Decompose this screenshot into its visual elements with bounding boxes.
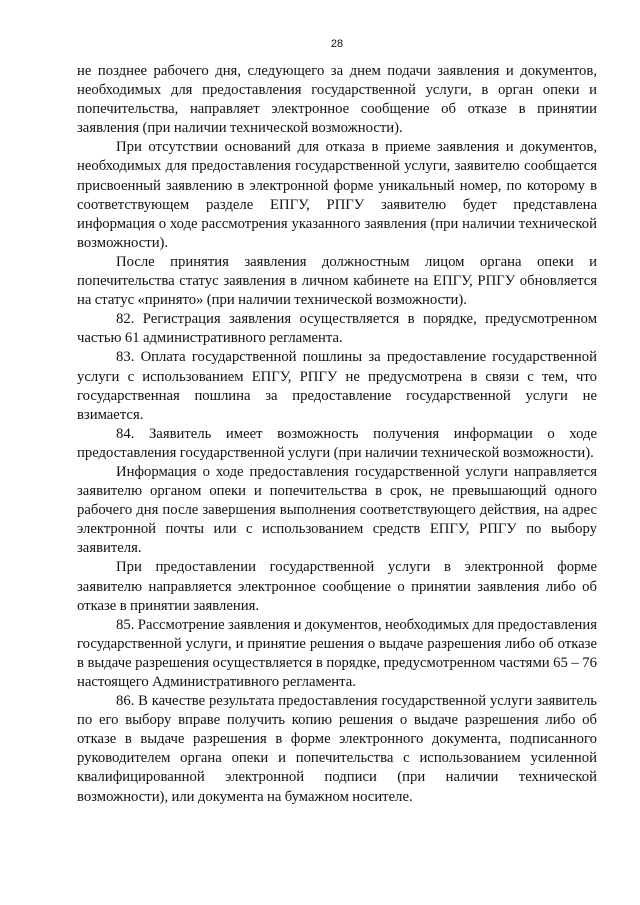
paragraph-progress-info: Информация о ходе предоставления государственной услуги направляется заявителю органом опеки и попечительства в срок, не превышающий одного рабочего дня после завершения выполнения соответствующего действия, на адрес электронной почты или с использованием средств ЕПГУ, РПГУ по выбору заявителя. [77,463,597,557]
paragraph-82: 82. Регистрация заявления осуществляется в порядке, предусмотренном частью 61 административного регламента. [77,311,597,347]
paragraph-83: 83. Оплата государственной пошлины за предоставление государственной услуги с использованием ЕПГУ, РПГУ не предусмотрена в связи с тем, что государственная пошлина за предоставление государственной услуги не взимается. [77,349,597,423]
paragraph-electronic-message: При предоставлении государственной услуги в электронной форме заявителю направляется электронное сообщение о принятии заявления либо об отказе в принятии заявления. [77,559,597,614]
paragraph-unique-number: При отсутствии оснований для отказа в приеме заявления и документов, необходимых для предоставления государственной услуги, заявителю сообщается присвоенный заявлению в электронной форме уникальный номер, по которому в соответствующем разделе ЕПГУ, РПГУ заявителю будет представлена информация о ходе рассмотрения указанного заявления (при наличии технической возможности). [77,139,597,251]
paragraph-status-accepted: После принятия заявления должностным лицом органа опеки и попечительства статус заявления в личном кабинете на ЕПГУ, РПГУ обновляется на статус «принято» (при наличии технической возможности). [77,253,597,309]
paragraph-85: 85. Рассмотрение заявления и документов, необходимых для предоставления государственной услуги, и принятие решения о выдаче разрешения либо об отказе в выдаче разрешения осуществляется в порядке, предусмотренном частями 65 – 76 настоящего Административного регламента. [77,616,597,690]
paragraph-continuation: не позднее рабочего дня, следующего за днем подачи заявления и документов, необходимых для предоставления государственной услуги, в орган опеки и попечительства, направляет электронное сообщение об отказе в принятии заявления (при наличии технической возможности). [77,63,597,137]
page-number: 28 [330,38,344,50]
document-page [77,36,597,807]
paragraph-84: 84. Заявитель имеет возможность получения информации о ходе предоставления государственной услуги (при наличии технической возможности). [77,425,597,461]
paragraph-86: 86. В качестве результата предоставления государственной услуги заявитель по его выбору вправе получить копию решения о выдаче разрешения либо об отказе в выдаче разрешения в форме электронного документа, подписанного руководителем органа опеки и попечительства с использованием усиленной квалифицированной электронной подписи (при наличии технической возможности), или документа на бумажном носителе. [77,693,597,805]
